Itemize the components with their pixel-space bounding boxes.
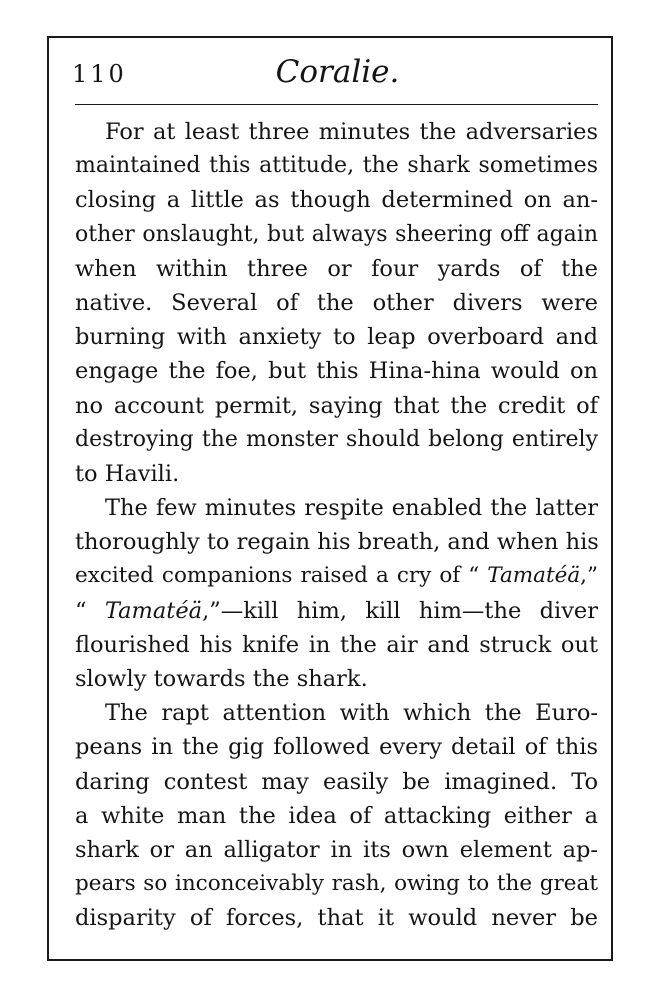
text-line: The rapt attention with which the Euro- <box>105 700 598 727</box>
text-line: native. Several of the other divers were <box>75 289 598 316</box>
text-line: maintained this attitude, the shark sometimes <box>75 153 598 179</box>
text-line: thoroughly to regain his breath, and when his <box>75 529 599 556</box>
text-line: excited companions raised a cry of “ Tamatéä,” <box>75 563 598 589</box>
text-line: closing a little as though determined on an- <box>75 187 598 214</box>
text-line: disparity of forces, that it would never be <box>75 905 598 932</box>
text-line: “ Tamatéä,”—kill him, kill him—the diver <box>75 597 598 624</box>
page-number: 110 <box>72 60 127 88</box>
header-rule <box>75 104 598 105</box>
paragraph <box>75 115 598 491</box>
text-line: pears so inconceivably rash, owing to the great <box>75 871 598 897</box>
paragraph <box>75 696 598 935</box>
text-line: daring contest may easily be imagined. To <box>75 768 598 795</box>
text-line: engage the foe, but this Hina-hina would on <box>75 358 598 385</box>
text-line: The few minutes respite enabled the latter <box>105 495 598 522</box>
text-line: peans in the gig followed every detail of this <box>75 734 598 761</box>
text-line: when within three or four yards of the <box>75 255 598 282</box>
text-line: shark or an alligator in its own element ap- <box>75 836 598 863</box>
text-line: a white man the idea of attacking either a <box>75 802 598 829</box>
body-text <box>75 115 598 936</box>
text-line: no account permit, saying that the credit of <box>75 392 598 419</box>
running-title: Coralie. <box>275 54 400 90</box>
text-line: to Havili. <box>75 460 180 487</box>
paragraph <box>75 491 598 696</box>
text-line: slowly towards the shark. <box>75 666 368 692</box>
text-line: destroying the monster should belong entirely <box>75 426 598 452</box>
text-line: For at least three minutes the adversaries <box>105 119 598 145</box>
text-line: burning with anxiety to leap overboard and <box>75 324 598 351</box>
text-line: other onslaught, but always sheering off again <box>75 221 598 247</box>
text-line: flourished his knife in the air and struck out <box>75 631 598 658</box>
